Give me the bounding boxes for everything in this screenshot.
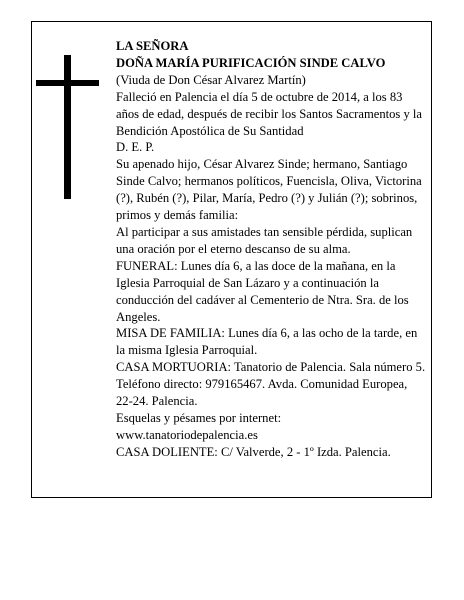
home-text: C/ Valverde, 2 - 1º Izda. Palencia. [217, 444, 391, 459]
funeral-label: FUNERAL: [116, 258, 178, 273]
family-list: Su apenado hijo, César Alvarez Sinde; hermano, Santiago Sinde Calvo; hermanos políticos, Fuencisla, Oliva, Victorina (?), Rubén (?), Pilar, María, Pedro (?) y Julián (?); sobrinos, primos y demás familia: [116, 157, 422, 223]
funeral-home-info [116, 359, 426, 410]
widow-of-line: (Viuda de Don César Alvarez Martín) [116, 72, 306, 87]
mourning-home-info [116, 444, 426, 461]
cross-icon [64, 55, 71, 199]
funeral-text: Lunes día 6, a las doce de la mañana, en la Iglesia Parroquial de San Lázaro y a continuación la conducción del cadáver al Cementerio de Ntra. Sra. de los Angeles. [116, 258, 409, 324]
wake-label: CASA MORTUORIA: [116, 360, 232, 375]
family-mass-info [116, 325, 426, 359]
deceased-name: DOÑA MARÍA PURIFICACIÓN SINDE CALVO [116, 55, 386, 70]
death-info: Falleció en Palencia el día 5 de octubre de 2014, a los 83 años de edad, después de recibir los Santos Sacramentos y la Bendición Apostólica de Su Santidad [116, 89, 423, 138]
obituary-text [116, 38, 426, 461]
prayer-request: Al participar a sus amistades tan sensible pérdida, suplican una oración por el eterno descanso de su alma. [116, 224, 413, 256]
internet-label: Esquelas y pésames por internet: [116, 410, 282, 425]
wake-text: Tanatorio de Palencia. Sala número 5. Teléfono directo: 979165467. Avda. Comunidad Europea, 22-24. Palencia. [116, 360, 426, 409]
internet-url: www.tanatoriodepalencia.es [116, 427, 258, 442]
cross-icon-bar [36, 80, 99, 86]
home-label: CASA DOLIENTE: [116, 444, 218, 459]
notice-heading: LA SEÑORA [116, 39, 189, 53]
mass-label: MISA DE FAMILIA: [116, 326, 225, 341]
funeral-info [116, 258, 426, 326]
rip-line: D. E. P. [116, 140, 155, 155]
mass-text: Lunes día 6, a las ocho de la tarde, en la misma Iglesia Parroquial. [116, 326, 418, 358]
